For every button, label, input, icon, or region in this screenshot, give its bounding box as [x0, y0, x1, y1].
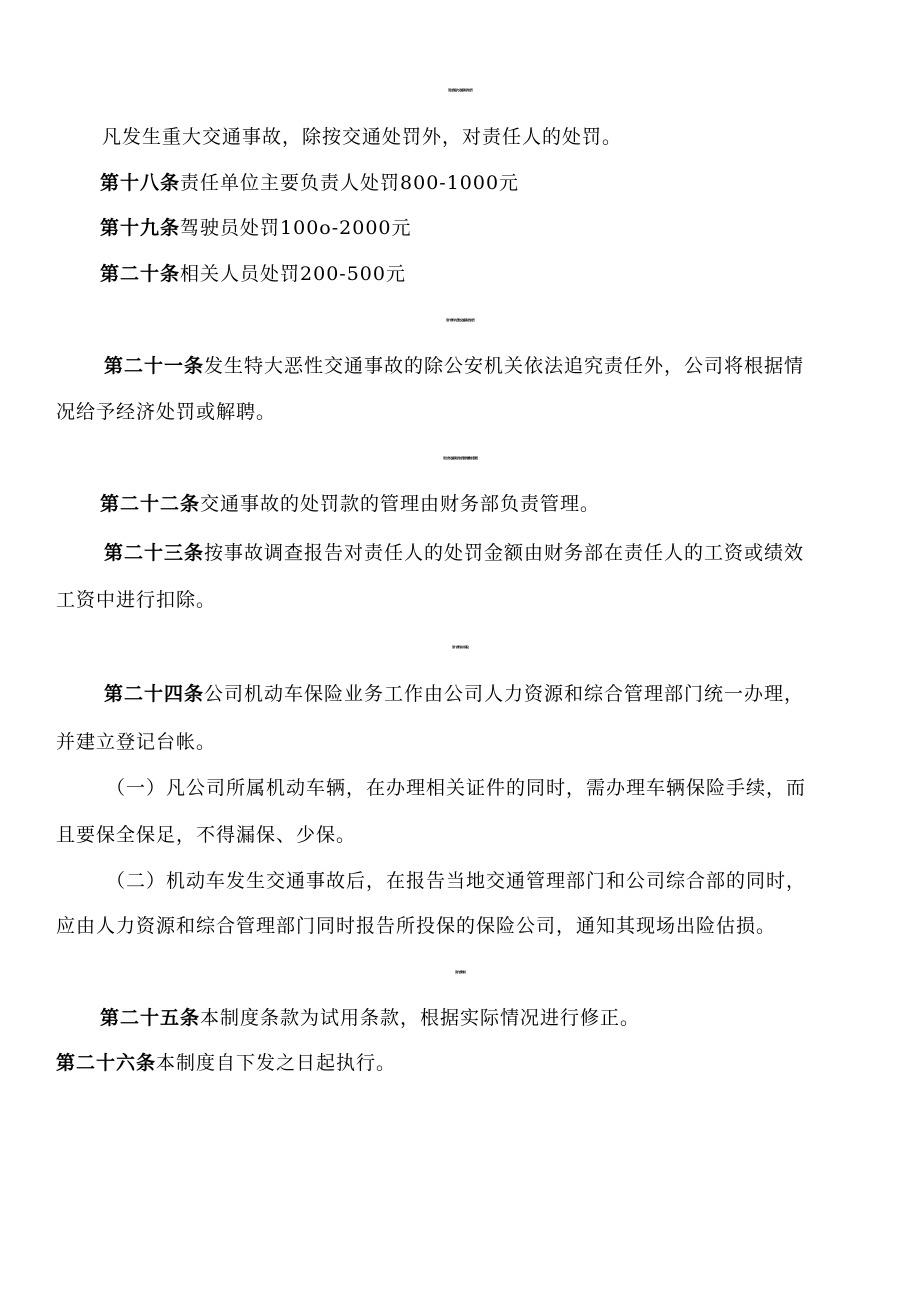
article-23	[104, 541, 804, 565]
article-22-text: 交通事故的处罚款的管理由财务部负责管理。	[200, 493, 601, 515]
article-18	[100, 171, 519, 195]
item-1-line-1: （一）凡公司所属机动车辆，在办理相关证件的同时，需办理车辆保险手续，而	[106, 777, 807, 799]
article-21	[104, 354, 804, 378]
article-24	[104, 682, 804, 706]
article-22	[100, 492, 600, 516]
item-2-line-1: （二）机动车发生交通事故后，在报告当地交通管理部门和公司综合部的同时，	[106, 870, 807, 892]
article-23-text: 按事故调查报告对责任人的处罚金额由财务部在责任人的工资或绩效	[204, 542, 805, 564]
article-19	[100, 216, 412, 240]
article-19-text: 驾驶员处罚100o-2000元	[180, 217, 412, 239]
article-26-label: 第二十六条	[56, 1052, 157, 1074]
article-19-label: 第十九条	[100, 217, 181, 239]
article-21-continued: 况给予经济处罚或解聘。	[56, 401, 277, 423]
article-25	[100, 1006, 640, 1030]
chapter-7-title: 第七章交通事故的处罚款的缴纳及管理	[442, 456, 477, 460]
article-23-continued: 工资中进行扣除。	[56, 589, 217, 611]
article-18-label: 第十八条	[100, 172, 181, 194]
article-24-label: 第二十四条	[104, 683, 205, 705]
chapter-8-title: 第八章机动车保险	[451, 645, 468, 649]
article-25-label: 第二十五条	[100, 1007, 201, 1029]
article-21-label: 第二十一条	[104, 355, 205, 377]
chapter-6-title: 第六章特大恶性交通事故的处罚	[445, 318, 474, 322]
article-22-label: 第二十二条	[100, 493, 201, 515]
chapter-5-intro: 凡发生重大交通事故，除按交通处罚外，对责任人的处罚。	[102, 126, 623, 148]
article-23-label: 第二十三条	[104, 542, 205, 564]
chapter-5-title: 第五章重大交通事故的处罚	[447, 88, 472, 92]
item-1-line-2: 且要保全保足，不得漏保、少保。	[56, 824, 357, 846]
article-26	[56, 1051, 396, 1075]
article-18-text: 责任单位主要负责人处罚800-1000元	[180, 172, 520, 194]
article-26-text: 本制度自下发之日起执行。	[156, 1052, 397, 1074]
article-20	[100, 262, 406, 286]
article-24-continued: 并建立登记台帐。	[56, 731, 217, 753]
article-20-label: 第二十条	[100, 263, 181, 285]
chapter-9-title: 第九章附则	[454, 970, 465, 974]
item-2-line-2: 应由人力资源和综合管理部门同时报告所投保的保险公司，通知其现场出险估损。	[56, 915, 777, 937]
article-24-text: 公司机动车保险业务工作由公司人力资源和综合管理部门统一办理，	[204, 683, 805, 705]
article-21-text: 发生特大恶性交通事故的除公安机关依法追究责任外，公司将根据情	[204, 355, 805, 377]
article-20-text: 相关人员处罚200-500元	[180, 263, 406, 285]
article-25-text: 本制度条款为试用条款，根据实际情况进行修正。	[200, 1007, 641, 1029]
